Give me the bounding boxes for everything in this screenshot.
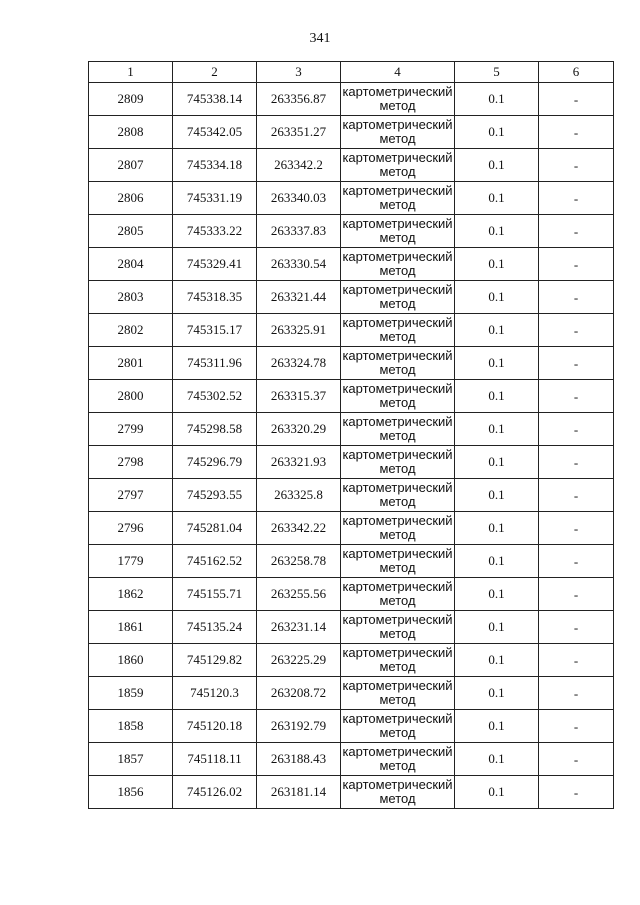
y-coordinate-cell: 263330.54 bbox=[257, 248, 341, 281]
method-cell bbox=[341, 743, 455, 776]
method-line-2: метод bbox=[379, 560, 416, 575]
x-coordinate-cell: 745298.58 bbox=[173, 413, 257, 446]
method-line-1: картометрический bbox=[342, 150, 453, 165]
y-coordinate-cell: 263208.72 bbox=[257, 677, 341, 710]
method-cell bbox=[341, 116, 455, 149]
table-row bbox=[89, 611, 614, 644]
method-line-2: метод bbox=[379, 758, 416, 773]
point-id-cell: 2805 bbox=[89, 215, 173, 248]
method-cell bbox=[341, 347, 455, 380]
y-coordinate-cell: 263192.79 bbox=[257, 710, 341, 743]
point-id-cell: 2798 bbox=[89, 446, 173, 479]
y-coordinate-cell: 263356.87 bbox=[257, 83, 341, 116]
x-coordinate-cell: 745311.96 bbox=[173, 347, 257, 380]
method-line-1: картометрический bbox=[342, 546, 453, 561]
x-coordinate-cell: 745329.41 bbox=[173, 248, 257, 281]
y-coordinate-cell: 263315.37 bbox=[257, 380, 341, 413]
method-line-2: метод bbox=[379, 428, 416, 443]
note-cell: - bbox=[539, 116, 614, 149]
accuracy-cell: 0.1 bbox=[455, 776, 539, 809]
accuracy-cell: 0.1 bbox=[455, 314, 539, 347]
method-line-2: метод bbox=[379, 98, 416, 113]
y-coordinate-cell: 263225.29 bbox=[257, 644, 341, 677]
accuracy-cell: 0.1 bbox=[455, 149, 539, 182]
point-id-cell: 1856 bbox=[89, 776, 173, 809]
point-id-cell: 1861 bbox=[89, 611, 173, 644]
table-row bbox=[89, 149, 614, 182]
table-row bbox=[89, 182, 614, 215]
y-coordinate-cell: 263255.56 bbox=[257, 578, 341, 611]
x-coordinate-cell: 745135.24 bbox=[173, 611, 257, 644]
table-row bbox=[89, 347, 614, 380]
method-line-2: метод bbox=[379, 395, 416, 410]
accuracy-cell: 0.1 bbox=[455, 578, 539, 611]
method-cell bbox=[341, 710, 455, 743]
accuracy-cell: 0.1 bbox=[455, 710, 539, 743]
header-col-4: 4 bbox=[341, 62, 455, 83]
method-cell bbox=[341, 776, 455, 809]
x-coordinate-cell: 745296.79 bbox=[173, 446, 257, 479]
method-line-2: метод bbox=[379, 791, 416, 806]
point-id-cell: 2808 bbox=[89, 116, 173, 149]
method-cell bbox=[341, 314, 455, 347]
note-cell: - bbox=[539, 413, 614, 446]
point-id-cell: 2796 bbox=[89, 512, 173, 545]
method-line-1: картометрический bbox=[342, 282, 453, 297]
table-row bbox=[89, 677, 614, 710]
method-cell bbox=[341, 149, 455, 182]
table-row bbox=[89, 314, 614, 347]
note-cell: - bbox=[539, 512, 614, 545]
accuracy-cell: 0.1 bbox=[455, 677, 539, 710]
table-row bbox=[89, 545, 614, 578]
point-id-cell: 2799 bbox=[89, 413, 173, 446]
method-line-1: картометрический bbox=[342, 183, 453, 198]
method-cell bbox=[341, 281, 455, 314]
method-line-2: метод bbox=[379, 296, 416, 311]
method-cell bbox=[341, 545, 455, 578]
y-coordinate-cell: 263181.14 bbox=[257, 776, 341, 809]
point-id-cell: 1860 bbox=[89, 644, 173, 677]
point-id-cell: 2802 bbox=[89, 314, 173, 347]
method-line-2: метод bbox=[379, 494, 416, 509]
note-cell: - bbox=[539, 578, 614, 611]
method-line-1: картометрический bbox=[342, 84, 453, 99]
method-line-1: картометрический bbox=[342, 645, 453, 660]
method-line-1: картометрический bbox=[342, 744, 453, 759]
accuracy-cell: 0.1 bbox=[455, 347, 539, 380]
method-cell bbox=[341, 512, 455, 545]
accuracy-cell: 0.1 bbox=[455, 215, 539, 248]
note-cell: - bbox=[539, 314, 614, 347]
x-coordinate-cell: 745315.17 bbox=[173, 314, 257, 347]
table-row bbox=[89, 248, 614, 281]
method-line-1: картометрический bbox=[342, 612, 453, 627]
accuracy-cell: 0.1 bbox=[455, 248, 539, 281]
accuracy-cell: 0.1 bbox=[455, 380, 539, 413]
y-coordinate-cell: 263340.03 bbox=[257, 182, 341, 215]
note-cell: - bbox=[539, 248, 614, 281]
method-cell bbox=[341, 380, 455, 413]
method-cell bbox=[341, 83, 455, 116]
method-line-2: метод bbox=[379, 725, 416, 740]
table-row bbox=[89, 380, 614, 413]
x-coordinate-cell: 745333.22 bbox=[173, 215, 257, 248]
point-id-cell: 1779 bbox=[89, 545, 173, 578]
table-row bbox=[89, 644, 614, 677]
point-id-cell: 2801 bbox=[89, 347, 173, 380]
method-cell bbox=[341, 611, 455, 644]
x-coordinate-cell: 745334.18 bbox=[173, 149, 257, 182]
note-cell: - bbox=[539, 149, 614, 182]
method-line-1: картометрический bbox=[342, 216, 453, 231]
method-cell bbox=[341, 248, 455, 281]
table-row bbox=[89, 215, 614, 248]
header-col-3: 3 bbox=[257, 62, 341, 83]
x-coordinate-cell: 745155.71 bbox=[173, 578, 257, 611]
y-coordinate-cell: 263188.43 bbox=[257, 743, 341, 776]
y-coordinate-cell: 263342.22 bbox=[257, 512, 341, 545]
x-coordinate-cell: 745129.82 bbox=[173, 644, 257, 677]
note-cell: - bbox=[539, 83, 614, 116]
accuracy-cell: 0.1 bbox=[455, 611, 539, 644]
y-coordinate-cell: 263325.91 bbox=[257, 314, 341, 347]
method-line-1: картометрический bbox=[342, 348, 453, 363]
note-cell: - bbox=[539, 281, 614, 314]
header-col-2: 2 bbox=[173, 62, 257, 83]
note-cell: - bbox=[539, 446, 614, 479]
y-coordinate-cell: 263325.8 bbox=[257, 479, 341, 512]
x-coordinate-cell: 745338.14 bbox=[173, 83, 257, 116]
point-id-cell: 2806 bbox=[89, 182, 173, 215]
note-cell: - bbox=[539, 611, 614, 644]
table-row bbox=[89, 116, 614, 149]
point-id-cell: 1862 bbox=[89, 578, 173, 611]
method-cell bbox=[341, 413, 455, 446]
x-coordinate-cell: 745331.19 bbox=[173, 182, 257, 215]
method-cell bbox=[341, 182, 455, 215]
accuracy-cell: 0.1 bbox=[455, 479, 539, 512]
accuracy-cell: 0.1 bbox=[455, 413, 539, 446]
y-coordinate-cell: 263351.27 bbox=[257, 116, 341, 149]
method-cell bbox=[341, 578, 455, 611]
method-line-1: картометрический bbox=[342, 711, 453, 726]
y-coordinate-cell: 263337.83 bbox=[257, 215, 341, 248]
x-coordinate-cell: 745118.11 bbox=[173, 743, 257, 776]
method-line-1: картометрический bbox=[342, 678, 453, 693]
method-line-1: картометрический bbox=[342, 315, 453, 330]
header-col-5: 5 bbox=[455, 62, 539, 83]
point-id-cell: 2804 bbox=[89, 248, 173, 281]
point-id-cell: 2809 bbox=[89, 83, 173, 116]
method-line-2: метод bbox=[379, 461, 416, 476]
point-id-cell: 2803 bbox=[89, 281, 173, 314]
accuracy-cell: 0.1 bbox=[455, 83, 539, 116]
accuracy-cell: 0.1 bbox=[455, 512, 539, 545]
coordinates-table bbox=[88, 61, 614, 809]
point-id-cell: 2807 bbox=[89, 149, 173, 182]
header-col-1: 1 bbox=[89, 62, 173, 83]
note-cell: - bbox=[539, 182, 614, 215]
point-id-cell: 1859 bbox=[89, 677, 173, 710]
note-cell: - bbox=[539, 215, 614, 248]
y-coordinate-cell: 263321.93 bbox=[257, 446, 341, 479]
note-cell: - bbox=[539, 677, 614, 710]
table-row bbox=[89, 578, 614, 611]
method-cell bbox=[341, 644, 455, 677]
y-coordinate-cell: 263258.78 bbox=[257, 545, 341, 578]
method-line-1: картометрический bbox=[342, 480, 453, 495]
method-line-1: картометрический bbox=[342, 249, 453, 264]
method-line-1: картометрический bbox=[342, 381, 453, 396]
table-row bbox=[89, 413, 614, 446]
method-line-2: метод bbox=[379, 131, 416, 146]
x-coordinate-cell: 745342.05 bbox=[173, 116, 257, 149]
table-row bbox=[89, 710, 614, 743]
method-line-2: метод bbox=[379, 593, 416, 608]
header-col-6: 6 bbox=[539, 62, 614, 83]
note-cell: - bbox=[539, 743, 614, 776]
accuracy-cell: 0.1 bbox=[455, 644, 539, 677]
method-line-2: метод bbox=[379, 362, 416, 377]
method-line-1: картометрический bbox=[342, 414, 453, 429]
page-number: 341 bbox=[309, 31, 331, 46]
table-row bbox=[89, 281, 614, 314]
method-line-1: картометрический bbox=[342, 777, 453, 792]
x-coordinate-cell: 745120.18 bbox=[173, 710, 257, 743]
y-coordinate-cell: 263231.14 bbox=[257, 611, 341, 644]
note-cell: - bbox=[539, 545, 614, 578]
y-coordinate-cell: 263324.78 bbox=[257, 347, 341, 380]
accuracy-cell: 0.1 bbox=[455, 545, 539, 578]
accuracy-cell: 0.1 bbox=[455, 182, 539, 215]
method-cell bbox=[341, 215, 455, 248]
table-row bbox=[89, 83, 614, 116]
note-cell: - bbox=[539, 347, 614, 380]
method-cell bbox=[341, 479, 455, 512]
point-id-cell: 2800 bbox=[89, 380, 173, 413]
note-cell: - bbox=[539, 776, 614, 809]
method-line-2: метод bbox=[379, 329, 416, 344]
table-row bbox=[89, 512, 614, 545]
note-cell: - bbox=[539, 644, 614, 677]
point-id-cell: 1858 bbox=[89, 710, 173, 743]
note-cell: - bbox=[539, 479, 614, 512]
point-id-cell: 1857 bbox=[89, 743, 173, 776]
accuracy-cell: 0.1 bbox=[455, 446, 539, 479]
method-line-2: метод bbox=[379, 197, 416, 212]
table-row bbox=[89, 479, 614, 512]
method-line-2: метод bbox=[379, 263, 416, 278]
x-coordinate-cell: 745126.02 bbox=[173, 776, 257, 809]
note-cell: - bbox=[539, 710, 614, 743]
table-row bbox=[89, 743, 614, 776]
method-line-1: картометрический bbox=[342, 447, 453, 462]
x-coordinate-cell: 745120.3 bbox=[173, 677, 257, 710]
method-line-2: метод bbox=[379, 230, 416, 245]
note-cell: - bbox=[539, 380, 614, 413]
table-row bbox=[89, 776, 614, 809]
method-line-1: картометрический bbox=[342, 513, 453, 528]
accuracy-cell: 0.1 bbox=[455, 743, 539, 776]
accuracy-cell: 0.1 bbox=[455, 116, 539, 149]
method-cell bbox=[341, 446, 455, 479]
table-row bbox=[89, 446, 614, 479]
x-coordinate-cell: 745318.35 bbox=[173, 281, 257, 314]
method-line-2: метод bbox=[379, 164, 416, 179]
x-coordinate-cell: 745281.04 bbox=[173, 512, 257, 545]
y-coordinate-cell: 263320.29 bbox=[257, 413, 341, 446]
point-id-cell: 2797 bbox=[89, 479, 173, 512]
x-coordinate-cell: 745293.55 bbox=[173, 479, 257, 512]
method-line-2: метод bbox=[379, 527, 416, 542]
method-cell bbox=[341, 677, 455, 710]
method-line-1: картометрический bbox=[342, 117, 453, 132]
table-header-row bbox=[89, 62, 614, 83]
y-coordinate-cell: 263321.44 bbox=[257, 281, 341, 314]
method-line-2: метод bbox=[379, 692, 416, 707]
method-line-2: метод bbox=[379, 626, 416, 641]
method-line-2: метод bbox=[379, 659, 416, 674]
accuracy-cell: 0.1 bbox=[455, 281, 539, 314]
method-line-1: картометрический bbox=[342, 579, 453, 594]
x-coordinate-cell: 745162.52 bbox=[173, 545, 257, 578]
x-coordinate-cell: 745302.52 bbox=[173, 380, 257, 413]
y-coordinate-cell: 263342.2 bbox=[257, 149, 341, 182]
